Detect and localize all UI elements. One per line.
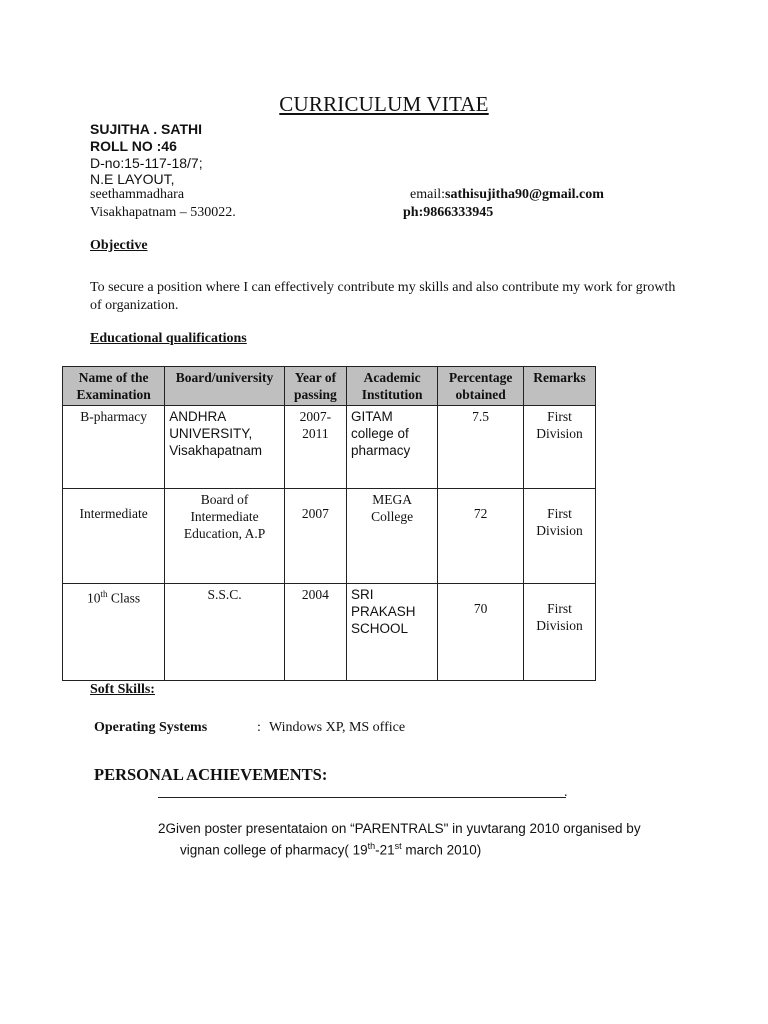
soft-skills-heading: Soft Skills: xyxy=(90,682,155,697)
achievement-text: march 2010) xyxy=(401,842,482,858)
exam-cell: B-pharmacy xyxy=(63,406,165,489)
board-cell: ANDHRA UNIVERSITY, Visakhapatnam xyxy=(165,406,285,489)
superscript-text: st xyxy=(394,841,402,851)
exam-cell: Intermediate xyxy=(63,489,165,584)
skill-value: Windows XP, MS office xyxy=(269,720,406,735)
roll-number: ROLL NO :46 xyxy=(90,138,177,154)
institution-cell: GITAM college of pharmacy xyxy=(346,406,437,489)
exam-cell xyxy=(63,584,165,681)
remarks-cell: First Division xyxy=(523,489,595,584)
exam-superscript: th xyxy=(100,589,108,599)
percentage-cell: 72 xyxy=(438,489,524,584)
email-label: email: xyxy=(410,187,445,202)
year-cell: 2004 xyxy=(284,584,346,681)
superscript-text: th xyxy=(367,841,376,851)
remarks-cell: First Division xyxy=(523,406,595,489)
board-cell: Board of Intermediate Education, A.P xyxy=(165,489,285,584)
achievement-item-line-2 xyxy=(180,837,481,860)
column-header: Board/university xyxy=(165,367,285,406)
percentage-cell: 70 xyxy=(438,584,524,681)
education-table xyxy=(62,366,596,681)
objective-heading: Objective xyxy=(90,238,148,253)
exam-suffix: Class xyxy=(107,590,141,606)
board-cell: S.S.C. xyxy=(165,584,285,681)
achievement-item-line-1: 2Given poster presentataion on “PARENTRALS" in yuvtarang 2010 organised by xyxy=(158,821,641,836)
table-row xyxy=(63,406,596,489)
address-door: D-no:15-117-18/7; xyxy=(90,155,203,171)
objective-text: To secure a position where I can effectively contribute my skills and also contribute my work for growth of organization. xyxy=(90,280,676,313)
achievements-heading: PERSONAL ACHIEVEMENTS: xyxy=(94,765,328,784)
phone-number: ph:9866333945 xyxy=(403,205,494,220)
year-cell: 2007-2011 xyxy=(284,406,346,489)
table-header-row xyxy=(63,367,596,406)
skill-separator: : xyxy=(257,720,261,735)
remarks-cell: First Division xyxy=(523,584,595,681)
achievement-text: -21 xyxy=(375,842,395,858)
exam-number: 10 xyxy=(87,590,101,606)
address-city: Visakhapatnam – 530022. xyxy=(90,205,236,220)
column-header: Name of the Examination xyxy=(63,367,165,406)
column-header: Academic Institution xyxy=(346,367,437,406)
table-row xyxy=(63,584,596,681)
address-layout: N.E LAYOUT, xyxy=(90,171,175,187)
column-header: Remarks xyxy=(523,367,595,406)
education-heading: Educational qualifications xyxy=(90,331,247,346)
column-header: Year of passing xyxy=(284,367,346,406)
column-header: Percentage obtained xyxy=(438,367,524,406)
institution-cell: MEGA College xyxy=(346,489,437,584)
email-address: sathisujitha90@gmail.com xyxy=(445,187,604,202)
email-line xyxy=(410,186,604,204)
rule-end-mark: . xyxy=(564,785,568,800)
skill-label: Operating Systems xyxy=(94,720,208,735)
address-area: seethammadhara xyxy=(90,187,185,202)
page-title: CURRICULUM VITAE xyxy=(279,92,489,116)
institution-cell: SRI PRAKASH SCHOOL xyxy=(346,584,437,681)
percentage-cell: 7.5 xyxy=(438,406,524,489)
candidate-name: SUJITHA . SATHI xyxy=(90,121,203,137)
divider-rule xyxy=(158,797,566,798)
achievement-text: vignan college of pharmacy( 19 xyxy=(180,842,368,858)
year-cell: 2007 xyxy=(284,489,346,584)
table-row xyxy=(63,489,596,584)
